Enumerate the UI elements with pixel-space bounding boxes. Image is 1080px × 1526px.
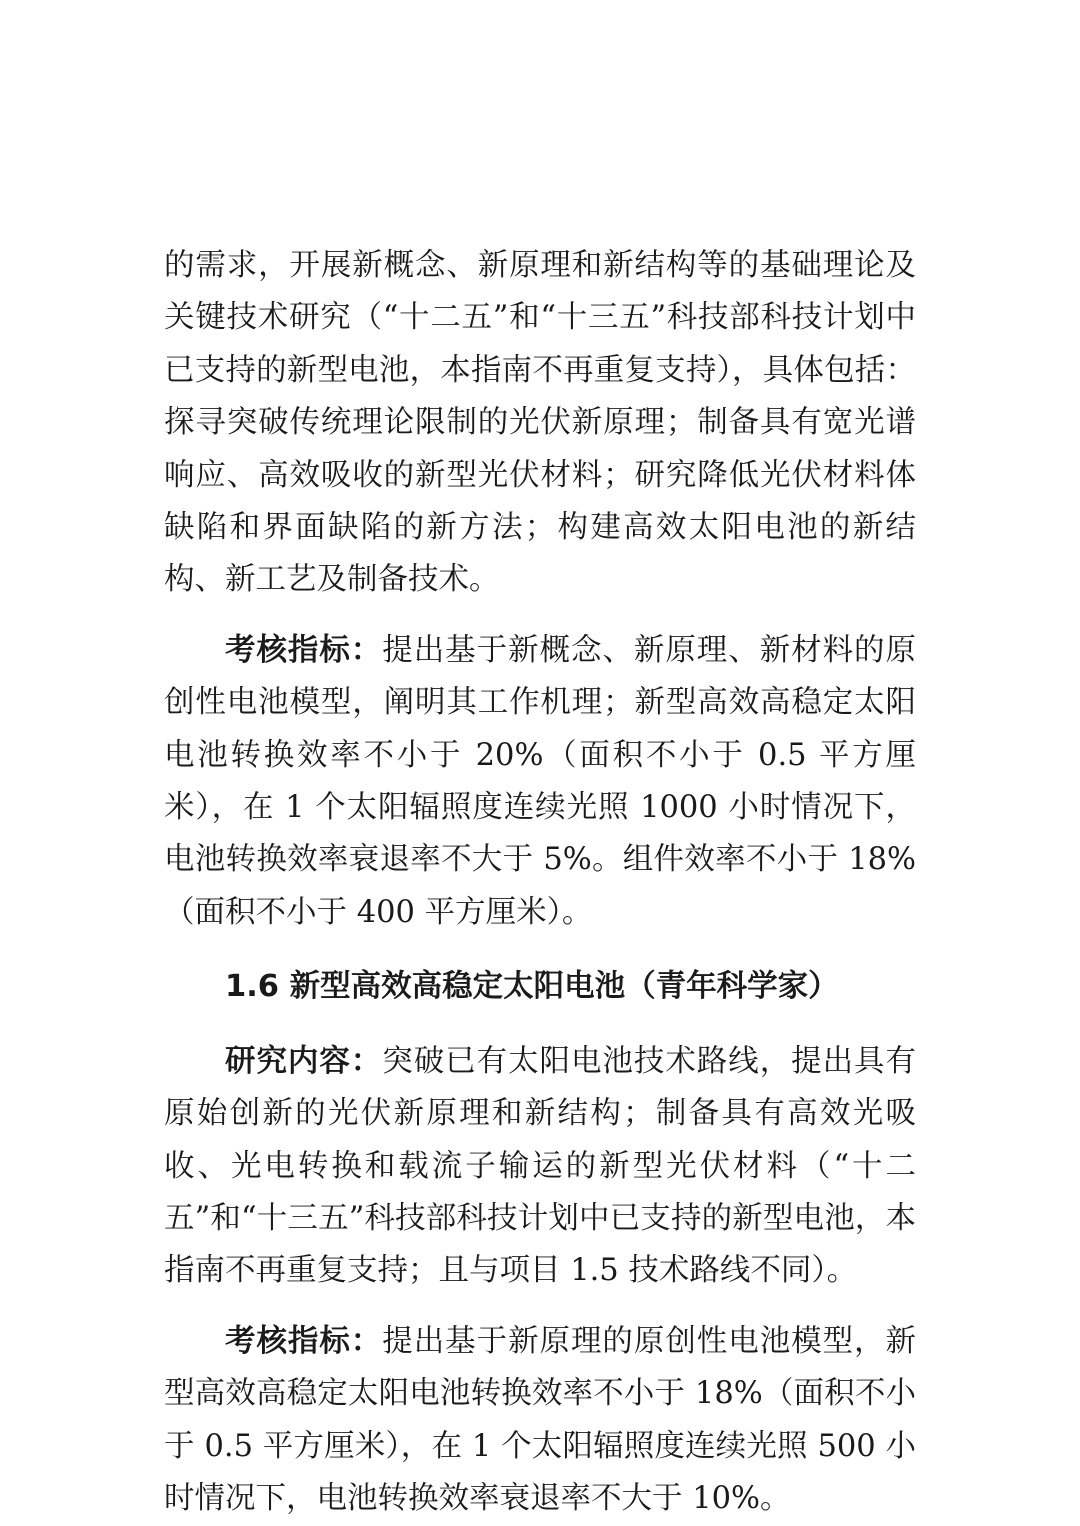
paragraph-research-content	[164, 1036, 916, 1298]
assessment-label: 考核指标：	[225, 1323, 383, 1359]
research-label: 研究内容：	[225, 1043, 383, 1079]
section-heading-1-6: 1.6 新型高效高稳定太阳电池（青年科学家）	[225, 969, 839, 1005]
assessment-label: 考核指标：	[225, 632, 383, 668]
assessment-text: 提出基于新概念、新原理、新材料的原创性电池模型，阐明其工作机理；新型高效高稳定太阳电池转换效率不小于 20%（面积不小于 0.5 平方厘米），在 1 个太阳辐照度连续光照 1000 小时情况下，电池转换效率衰退率不大于 5%。组件效率不小于 18%（面积不小于 400 平方厘米）。	[164, 632, 917, 930]
assessment-text: 提出基于新原理的原创性电池模型，新型高效高稳定太阳电池转换效率不小于 18%（面积不小于 0.5 平方厘米），在 1 个太阳辐照度连续光照 500 小时情况下，电池转换效率衰退率不大于 10%。	[164, 1323, 917, 1516]
paragraph-continued: 的需求，开展新概念、新原理和新结构等的基础理论及关键技术研究（“十二五”和“十三五”科技部科技计划中已支持的新型电池，本指南不再重复支持），具体包括：探寻突破传统理论限制的光伏新原理；制备具有宽光谱响应、高效吸收的新型光伏材料；研究降低光伏材料体缺陷和界面缺陷的新方法；构建高效太阳电池的新结构、新工艺及制备技术。	[164, 248, 916, 598]
paragraph-assessment-indicators-1.5	[164, 625, 916, 939]
paragraph-assessment-indicators-1.6	[164, 1316, 916, 1526]
research-text: 突破已有太阳电池技术路线，提出具有原始创新的光伏新原理和新结构；制备具有高效光吸收、光电转换和载流子输运的新型光伏材料（“十二五”和“十三五”科技部科技计划中已支持的新型电池，本指南不再重复支持；且与项目 1.5 技术路线不同）。	[164, 1043, 917, 1289]
document-body	[164, 240, 916, 1525]
